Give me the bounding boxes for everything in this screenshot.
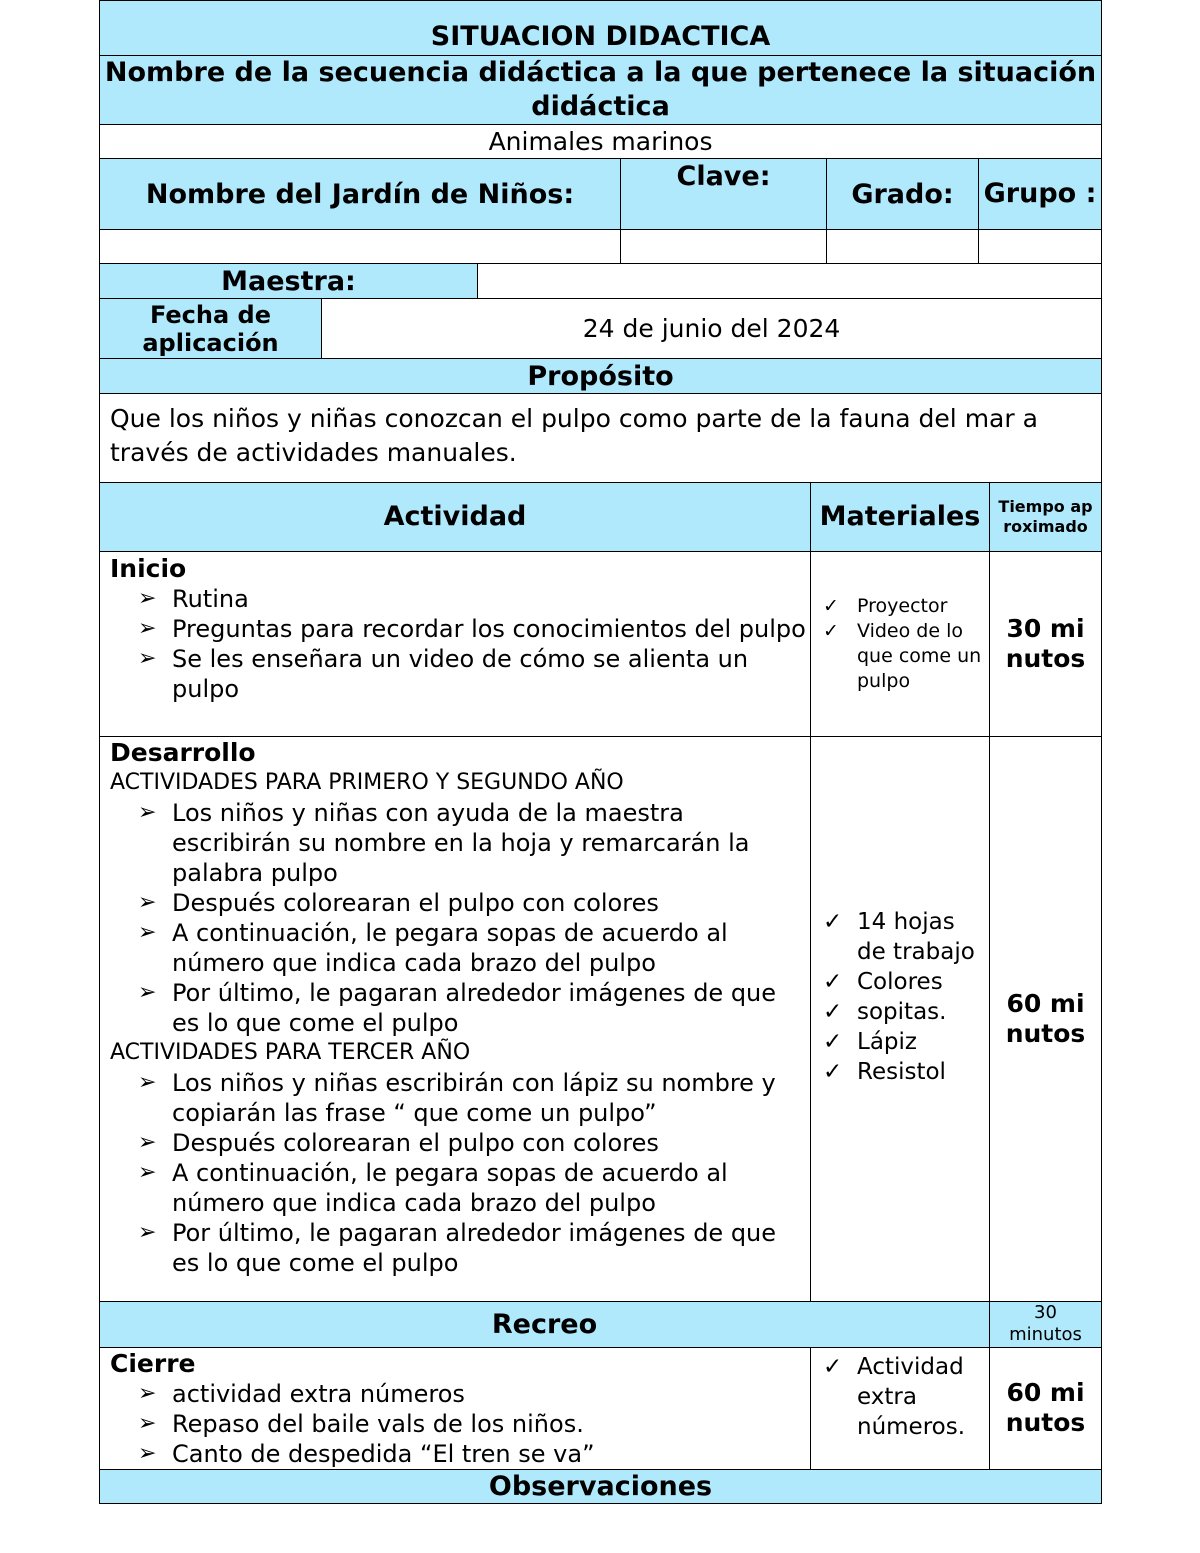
check-icon: ✓ bbox=[823, 908, 843, 935]
arrow-bullet-icon: ➢ bbox=[138, 1440, 157, 1466]
group2-title: ACTIVIDADES PARA TERCER AÑO bbox=[110, 1039, 471, 1065]
lesson-plan-document bbox=[99, 0, 1101, 1504]
fecha-label: Fecha de aplicación bbox=[100, 299, 322, 359]
clave-value[interactable] bbox=[621, 230, 827, 264]
list-item: ➢ Se les enseñara un video de cómo se alienta un pulpo bbox=[138, 644, 749, 703]
list-item: ➢ A continuación, le pegara sopas de acuerdo al número que indica cada brazo del pulpo bbox=[138, 918, 728, 977]
inicio-title: Inicio bbox=[110, 553, 187, 583]
check-icon: ✓ bbox=[823, 1058, 843, 1085]
arrow-bullet-icon: ➢ bbox=[138, 615, 157, 641]
inicio-materials bbox=[811, 551, 990, 736]
inicio-cell bbox=[100, 551, 811, 736]
arrow-bullet-icon: ➢ bbox=[138, 919, 157, 945]
group1-list bbox=[100, 798, 810, 1038]
material-item: ✓ Proyector bbox=[823, 594, 948, 617]
arrow-bullet-icon: ➢ bbox=[138, 799, 157, 825]
kinder-label: Nombre del Jardín de Niños: bbox=[100, 159, 621, 230]
arrow-bullet-icon: ➢ bbox=[138, 1129, 157, 1155]
grado-value[interactable] bbox=[827, 230, 979, 264]
cierre-cell bbox=[100, 1347, 811, 1469]
arrow-bullet-icon: ➢ bbox=[138, 1219, 157, 1245]
sequence-value: Animales marinos bbox=[100, 125, 1102, 159]
arrow-bullet-icon: ➢ bbox=[138, 1380, 157, 1406]
material-item: ✓ Colores bbox=[823, 968, 943, 995]
maestra-label: Maestra: bbox=[100, 264, 478, 299]
header-table bbox=[99, 0, 1102, 483]
desarrollo-materials bbox=[811, 736, 990, 1301]
inicio-list bbox=[100, 584, 810, 704]
proposito-text: Que los niños y niñas conozcan el pulpo como parte de la fauna del mar a través de actividades manuales. bbox=[100, 394, 1102, 483]
arrow-bullet-icon: ➢ bbox=[138, 1410, 157, 1436]
list-item: ➢ A continuación, le pegara sopas de acuerdo al número que indica cada brazo del pulpo bbox=[138, 1158, 728, 1217]
proposito-label: Propósito bbox=[100, 359, 1102, 394]
check-icon: ✓ bbox=[823, 998, 843, 1025]
activities-table bbox=[99, 482, 1102, 1504]
sequence-label: Nombre de la secuencia didáctica a la que pertenece la situación didáctica bbox=[100, 56, 1102, 125]
list-item: ➢ Por último, le pagaran alrededor imágenes de que es lo que come el pulpo bbox=[138, 1218, 777, 1277]
recreo-label: Recreo bbox=[100, 1301, 990, 1347]
check-icon: ✓ bbox=[823, 1353, 843, 1380]
list-item: ➢ Después colorearan el pulpo con colores bbox=[138, 888, 659, 917]
col-tiempo: Tiempo aproximado bbox=[990, 482, 1102, 551]
recreo-time: 30 minutos bbox=[990, 1301, 1102, 1347]
material-item: ✓ 14 hojas de trabajo bbox=[823, 908, 975, 965]
desarrollo-cell bbox=[100, 736, 811, 1301]
arrow-bullet-icon: ➢ bbox=[138, 1069, 157, 1095]
material-item: ✓ Actividad extra números. bbox=[823, 1353, 966, 1440]
check-icon: ✓ bbox=[823, 1028, 843, 1055]
list-item: ➢ actividad extra números bbox=[138, 1379, 465, 1408]
material-item: ✓ sopitas. bbox=[823, 998, 947, 1025]
fecha-value: 24 de junio del 2024 bbox=[322, 299, 1102, 359]
observaciones-label: Observaciones bbox=[100, 1469, 1102, 1503]
document-title: SITUACION DIDACTICA bbox=[100, 1, 1102, 56]
list-item: ➢ Por último, le pagaran alrededor imágenes de que es lo que come el pulpo bbox=[138, 978, 777, 1037]
material-item: ✓ Resistol bbox=[823, 1058, 946, 1085]
arrow-bullet-icon: ➢ bbox=[138, 585, 157, 611]
grado-label: Grado: bbox=[827, 159, 979, 230]
check-icon: ✓ bbox=[823, 968, 843, 995]
list-item: ➢ Los niños y niñas con ayuda de la maestra escribirán su nombre en la hoja y remarcarán la palabra pulpo bbox=[138, 798, 750, 887]
check-icon: ✓ bbox=[823, 619, 839, 642]
group2-list bbox=[100, 1068, 810, 1278]
clave-label: Clave: bbox=[621, 159, 827, 230]
check-icon: ✓ bbox=[823, 594, 839, 617]
cierre-title: Cierre bbox=[110, 1348, 196, 1378]
grupo-value[interactable] bbox=[979, 230, 1102, 264]
cierre-materials bbox=[811, 1347, 990, 1469]
list-item: ➢ Rutina bbox=[138, 584, 249, 613]
list-item: ➢ Después colorearan el pulpo con colores bbox=[138, 1128, 659, 1157]
cierre-time: 60 minutos bbox=[990, 1347, 1102, 1469]
arrow-bullet-icon: ➢ bbox=[138, 979, 157, 1005]
list-item: ➢ Canto de despedida “El tren se va” bbox=[138, 1439, 595, 1468]
list-item: ➢ Preguntas para recordar los conocimientos del pulpo bbox=[138, 614, 806, 643]
kinder-value[interactable] bbox=[100, 230, 621, 264]
desarrollo-title: Desarrollo bbox=[110, 737, 256, 767]
group1-title: ACTIVIDADES PARA PRIMERO Y SEGUNDO AÑO bbox=[110, 769, 624, 795]
inicio-time: 30 minutos bbox=[990, 551, 1102, 736]
arrow-bullet-icon: ➢ bbox=[138, 889, 157, 915]
maestra-value[interactable] bbox=[478, 264, 1102, 299]
list-item: ➢ Los niños y niñas escribirán con lápiz su nombre y copiarán las frase “ que come un pulpo” bbox=[138, 1068, 776, 1127]
cierre-list bbox=[100, 1379, 810, 1469]
arrow-bullet-icon: ➢ bbox=[138, 645, 157, 671]
arrow-bullet-icon: ➢ bbox=[138, 1159, 157, 1185]
grupo-label: Grupo : bbox=[979, 159, 1102, 230]
material-item: ✓ Video de lo que come un pulpo bbox=[823, 619, 982, 692]
desarrollo-time: 60 minutos bbox=[990, 736, 1102, 1301]
material-item: ✓ Lápiz bbox=[823, 1028, 917, 1055]
list-item: ➢ Repaso del baile vals de los niños. bbox=[138, 1409, 584, 1438]
col-actividad: Actividad bbox=[100, 482, 811, 551]
col-materiales: Materiales bbox=[811, 482, 990, 551]
